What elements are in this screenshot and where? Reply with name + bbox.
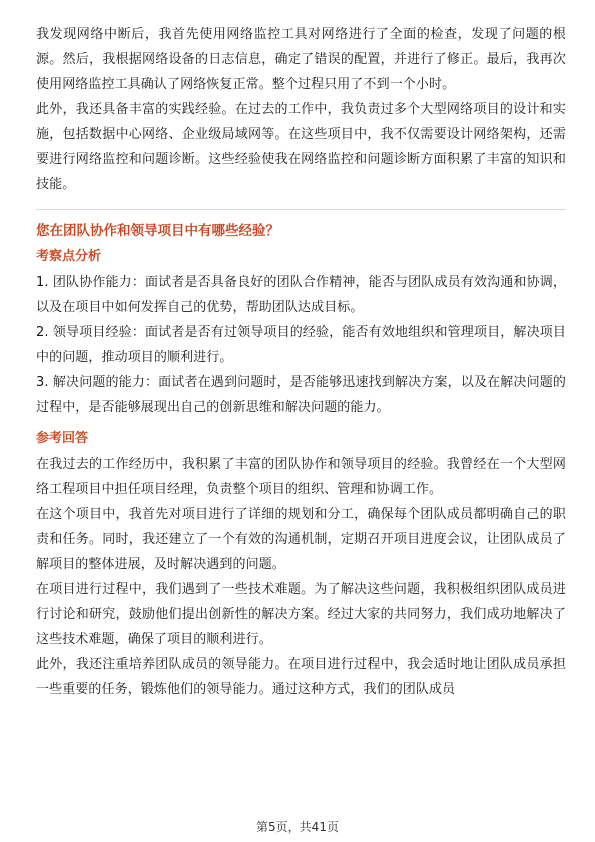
answer-paragraph: 在项目进行过程中，我们遇到了一些技术难题。为了解决这些问题，我积极组织团队成员进行讨论和研究，鼓励他们提出创新性的解决方案。经过大家的共同努力，我们成功地解决了这些技术难题，确保了项目的顺利进行。	[36, 582, 566, 647]
answer-heading: 参考回答	[36, 431, 89, 446]
analysis-heading: 考察点分析	[36, 249, 102, 264]
analysis-point: 1. 团队协作能力：面试者是否具备良好的团队合作精神，能否与团队成员有效沟通和协调，以及在项目中如何发挥自己的优势，帮助团队达成目标。	[36, 275, 566, 315]
question-heading: 您在团队协作和领导项目中有哪些经验？	[36, 223, 279, 239]
intro-paragraph: 此外，我还具备丰富的实践经验。在过去的工作中，我负责过多个大型网络项目的设计和实施，包括数据中心网络、企业级局域网等。在这些项目中，我不仅需要设计网络架构，还需要进行网络监控和问题诊断。这些经验使我在网络监控和问题诊断方面积累了丰富的知识和技能。	[36, 102, 566, 192]
section-divider	[36, 209, 566, 210]
document-body	[36, 22, 566, 702]
answer-paragraph: 此外，我还注重培养团队成员的领导能力。在项目进行过程中，我会适时地让团队成员承担一些重要的任务，锻炼他们的领导能力。通过这种方式，我们的团队成员	[36, 657, 566, 697]
analysis-point: 3. 解决问题的能力：面试者在遇到问题时，是否能够迅速找到解决方案，以及在解决问题的过程中，是否能够展现出自己的创新思维和解决问题的能力。	[36, 375, 566, 415]
analysis-point: 2. 领导项目经验：面试者是否有过领导项目的经验，能否有效地组织和管理项目，解决项目中的问题，推动项目的顺利进行。	[36, 325, 566, 365]
answer-paragraph: 在我过去的工作经历中，我积累了丰富的团队协作和领导项目的经验。我曾经在一个大型网络工程项目中担任项目经理，负责整个项目的组织、管理和协调工作。	[36, 457, 566, 497]
intro-paragraph: 我发现网络中断后，我首先使用网络监控工具对网络进行了全面的检查，发现了问题的根源。然后，我根据网络设备的日志信息，确定了错误的配置，并进行了修正。最后，我再次使用网络监控工具确认了网络恢复正常。整个过程只用了不到一个小时。	[36, 27, 566, 92]
page-number: 第5页，共41页	[256, 820, 339, 834]
answer-paragraph: 在这个项目中，我首先对项目进行了详细的规划和分工，确保每个团队成员都明确自己的职责和任务。同时，我还建立了一个有效的沟通机制，定期召开项目进度会议，让团队成员了解项目的整体进展，及时解决遇到的问题。	[36, 507, 566, 572]
